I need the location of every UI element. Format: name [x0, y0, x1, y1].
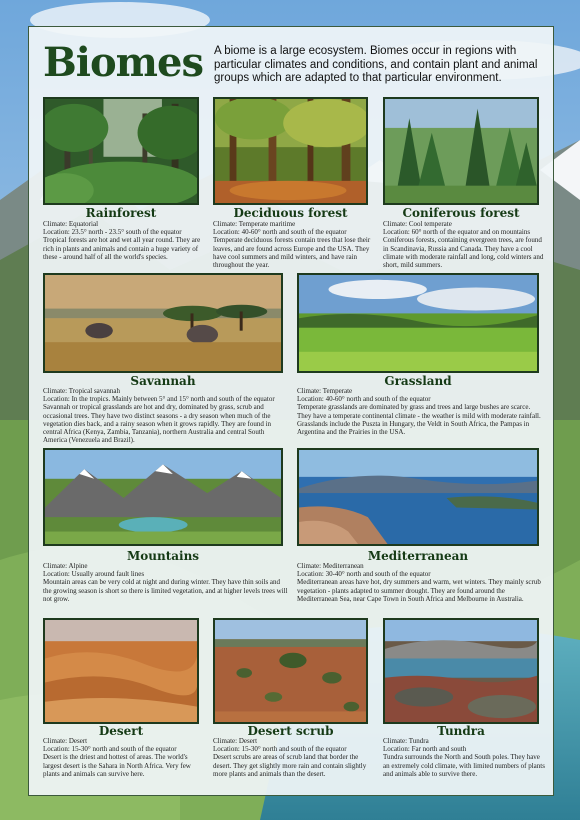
desert-info — [43, 737, 203, 778]
desert-climate: Climate: Desert — [43, 737, 88, 745]
tundra-photo — [383, 618, 539, 724]
mountains-description: Mountain areas can be very cold at night and during winter. They have thin soils and the growing season is short so there is limited vegetation, and at higher levels trees will not grow. — [43, 578, 288, 603]
desert-name: Desert — [98, 724, 144, 738]
coniferous-forest-name: Coniferous forest — [402, 206, 520, 220]
mediterranean-name: Mediterranean — [367, 549, 469, 563]
deciduous-forest-photo — [213, 97, 368, 205]
savannah-name: Savannah — [130, 374, 196, 388]
desert-photo — [43, 618, 199, 724]
savannah-photo — [43, 273, 283, 373]
rainforest-info — [43, 220, 203, 261]
desert-location: Location: 15-30° north and south of the equator — [43, 745, 177, 754]
page-title: Biomes — [43, 39, 203, 86]
tundra-info — [383, 737, 545, 778]
coniferous-forest-climate: Climate: Cool temperate — [383, 220, 452, 228]
desert-scrub-info — [213, 737, 371, 778]
grassland-info — [297, 387, 545, 436]
coniferous-forest-info — [383, 220, 545, 269]
content-panel — [28, 26, 554, 796]
desert-scrub-description: Desert scrubs are areas of scrub land that border the desert. They get slightly more rain and contain slightly more plants and animals than the desert. — [213, 753, 367, 778]
mountains-photo — [43, 448, 283, 546]
grassland-location: Location: 40-60° north and south of the equator — [297, 395, 431, 404]
tundra-description: Tundra surrounds the North and South poles. They have an extremely cold climate, with limited numbers of plants and animals able to survive there. — [383, 753, 545, 778]
tundra-name: Tundra — [437, 724, 485, 738]
mediterranean-climate: Climate: Mediterranean — [297, 562, 364, 570]
mountains-info — [43, 562, 288, 603]
grassland-name: Grassland — [384, 374, 452, 388]
deciduous-forest-description: Temperate deciduous forests contain trees that lose their leaves, and are found across Europe and the USA. They have cool summers and mild winters, and have rain throughout the year. — [213, 236, 371, 270]
desert-description: Desert is the driest and hottest of areas. The world's largest desert is the Sahara in North Africa. Very few plants and animals can survive here. — [43, 753, 191, 778]
mediterranean-photo — [297, 448, 539, 546]
desert-scrub-location: Location: 15-30° north and south of the equator — [213, 745, 347, 754]
savannah-location: Location: In the tropics. Mainly between 5° and 15° north and south of the equator — [43, 395, 275, 404]
desert-scrub-name: Desert scrub — [247, 724, 334, 738]
deciduous-forest-info — [213, 220, 371, 269]
rainforest-description: Tropical forests are hot and wet all year round. They are rich in plants and animals and contain a huge variety of these - around half of all the world's species. — [43, 236, 201, 261]
rainforest-climate: Climate: Equatorial — [43, 220, 99, 228]
desert-scrub-photo — [213, 618, 368, 724]
savannah-description: Savannah or tropical grasslands are hot and dry, dominated by grass, scrub and occasional trees. They have two distinct seasons - a dry season when much of the vegetation dies back, and a rainy season when it grows rapidly. They are found in central Africa (Kenya, Zambia, Tanzania), northern Australia and central South America (Venezuela and Brazil). — [43, 403, 272, 445]
mediterranean-description: Mediterranean areas have hot, dry summers and warm, wet winters. They mainly scrub vegetation - plants adapted to summer drought. They are found around the Mediterranean Sea, near Cape Town in South Africa and Melbourne in Australia. — [297, 578, 541, 603]
mountains-location: Location: Usually around fault lines — [43, 570, 145, 579]
deciduous-forest-climate: Climate: Temperate maritime — [213, 220, 296, 228]
coniferous-forest-location: Location: 60° north of the equator and on mountains — [383, 228, 531, 237]
rainforest-location: Location: 23.5° north - 23.5° south of the equator — [43, 228, 182, 237]
coniferous-forest-photo — [383, 97, 539, 205]
intro-text: A biome is a large ecosystem. Biomes occur in regions with particular climates and conditions, and contain plant and animal groups which are adapted to that particular environment. — [214, 45, 538, 84]
mountains-climate: Climate: Alpine — [43, 562, 88, 570]
savannah-info — [43, 387, 288, 444]
grassland-photo — [297, 273, 539, 373]
desert-scrub-climate: Climate: Desert — [213, 737, 258, 745]
savannah-climate: Climate: Tropical savannah — [43, 387, 120, 395]
grassland-climate: Climate: Temperate — [297, 387, 353, 395]
grassland-description: Temperate grasslands are dominated by grass and trees and large bushes are scarce. They have a temperate continental climate - the weather is mild with moderate rainfall. Grasslands include the Puszta in Hungary, the Veldt in South Africa, the Pampas in Argentina and the Prairies in the USA. — [297, 403, 541, 437]
mediterranean-location: Location: 30-40° north and south of the equator — [297, 570, 431, 579]
tundra-climate: Climate: Tundra — [383, 737, 429, 745]
mountains-name: Mountains — [126, 549, 200, 563]
tundra-location: Location: Far north and south — [383, 745, 467, 754]
rainforest-photo — [43, 97, 199, 205]
rainforest-name: Rainforest — [85, 206, 157, 220]
deciduous-forest-location: Location: 40-60° north and south of the equator — [213, 228, 347, 237]
deciduous-forest-name: Deciduous forest — [233, 206, 348, 220]
mediterranean-info — [297, 562, 545, 603]
coniferous-forest-description: Coniferous forests, containing evergreen trees, are found in Scandinavia, Russia and Canada. They have a cool climate with moderate rainfall and long, cold winters and short, mild summers. — [383, 236, 544, 270]
